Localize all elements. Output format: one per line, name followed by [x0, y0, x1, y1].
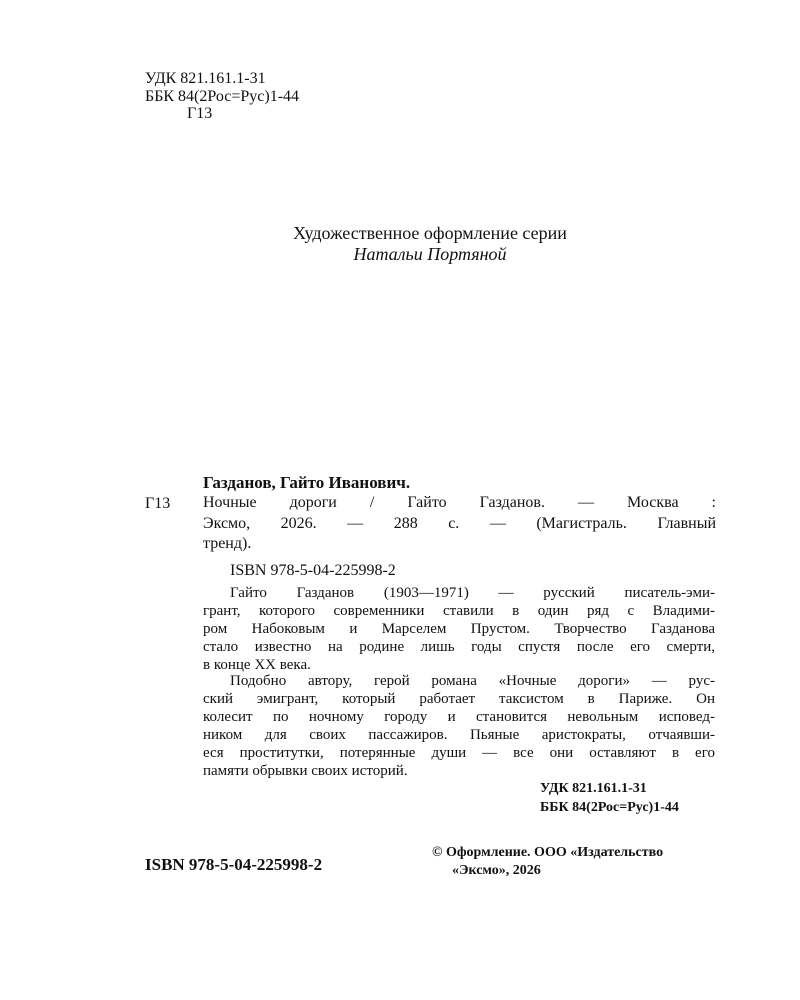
annotation-line: ником для своих пассажиров. Пьяные аристократы, отчаявши- [203, 727, 715, 743]
annotation-line: стало известно на родине лишь годы спустя после его смерти, [203, 639, 715, 655]
top-bbk-code: ББК 84(2Рос=Рус)1-44 [145, 88, 300, 105]
card-udk-code: УДК 821.161.1-31 [540, 781, 647, 796]
annotation-line: Подобно автору, герой романа «Ночные дороги» — рус- [230, 673, 715, 689]
bibliographic-line: Эксмо, 2026. — 288 с. — (Магистраль. Главный [203, 515, 716, 532]
copyright-notice-year: «Эксмо», 2026 [452, 863, 541, 878]
bottom-isbn: ISBN 978-5-04-225998-2 [145, 855, 323, 874]
copyright-notice: © Оформление. ООО «Издательство [432, 845, 664, 860]
series-design-credit: Художественное оформление серии [293, 223, 567, 243]
annotation-line: грант, которого современники ставили в один ряд с Владими- [203, 603, 715, 619]
annotation-line: ром Набоковым и Марселем Прустом. Творчество Газданова [203, 621, 715, 637]
card-bbk-code: ББК 84(2Рос=Рус)1-44 [540, 800, 679, 815]
card-author-heading: Газданов, Гайто Иванович. [203, 473, 411, 492]
series-designer-name: Натальи Портяной [353, 244, 507, 264]
annotation-line: еся проститутки, потерянные души — все они оставляют в его [203, 745, 715, 761]
bibliographic-line: тренд). [203, 535, 252, 552]
annotation-line: ский эмигрант, который работает таксистом в Париже. Он [203, 691, 715, 707]
card-author-code: Г13 [145, 495, 171, 512]
annotation-line: памяти обрывки своих историй. [203, 763, 408, 779]
annotation-line: Гайто Газданов (1903—1971) — русский писатель-эми- [230, 585, 715, 601]
top-author-code: Г13 [187, 105, 213, 122]
bibliographic-line: Ночные дороги / Гайто Газданов. — Москва : [203, 494, 716, 511]
annotation-line: колесит по ночному городу и становится невольным исповед- [203, 709, 715, 725]
card-isbn: ISBN 978-5-04-225998-2 [230, 562, 396, 579]
top-udk-code: УДК 821.161.1-31 [145, 70, 266, 87]
annotation-line: в конце XX века. [203, 657, 311, 673]
